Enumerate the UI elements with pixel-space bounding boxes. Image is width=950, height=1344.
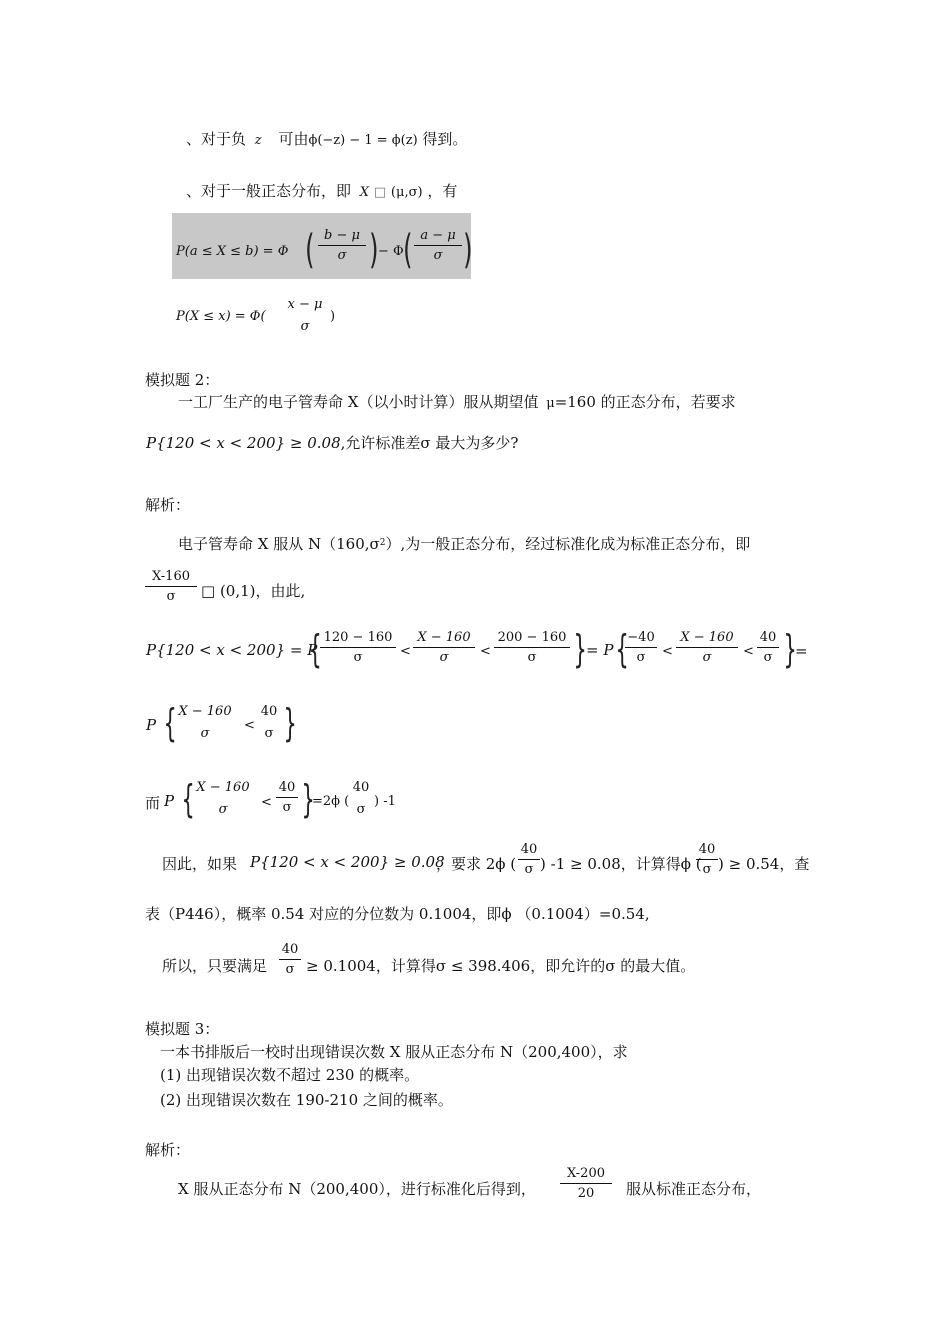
- solution2-line1b: ）,为一般正态分布，经过标准化成为标准正态分布，即: [385, 535, 751, 553]
- formula2-close: ): [330, 309, 336, 324]
- problem3-title: 模拟题 3：: [145, 1020, 220, 1038]
- solution3-frac-num: X-200: [567, 1166, 605, 1181]
- eq1-f4-num: −40: [627, 630, 655, 645]
- problem2-mu: μ: [546, 396, 555, 411]
- eq2-frac1: [174, 704, 236, 741]
- so-frac-num: 40: [281, 942, 299, 957]
- eq3-frac2: [276, 780, 298, 815]
- table-line: 表（P446），概率 0.54 对应的分位数为 0.1004，即ϕ （0.1004）=0.54,: [145, 905, 650, 923]
- problem2-cond-line: [146, 432, 518, 453]
- so-b: ≥ 0.1004，计算得σ ≤ 398.406，即允许的σ 的最大值。: [306, 957, 696, 975]
- thus-c: ) -1 ≥ 0.08，计算得ϕ (: [540, 855, 702, 873]
- eq1-end: =: [795, 642, 808, 660]
- so-a: 所以，只要满足: [162, 957, 268, 975]
- rule1-mid: 可由: [278, 130, 309, 148]
- eq1-f5-num: X − 160: [680, 630, 734, 645]
- eq1-lt2: <: [480, 644, 491, 659]
- eq1-frac4: [625, 630, 657, 665]
- eq1-f1-num: 120 − 160: [323, 630, 393, 645]
- thus-f2-den: σ: [702, 862, 712, 877]
- eq2-brace-close: }: [283, 701, 297, 745]
- eq3-er: 而: [145, 794, 161, 812]
- formula-box-frac1: [318, 228, 366, 263]
- thus-cond: P{120 < x < 200} ≥ 0.08: [250, 853, 445, 871]
- solution2-line2: □ (0,1)，由此,: [201, 582, 306, 600]
- eq2-f2-num: 40: [260, 704, 278, 719]
- solution2-std-frac: [145, 569, 197, 604]
- frac1-num: b − μ: [324, 228, 360, 243]
- eq1-f2-den: σ: [439, 650, 449, 665]
- eq2-f1-den: σ: [200, 726, 210, 741]
- so-frac: [279, 942, 301, 977]
- eq1-mid: = P: [586, 641, 614, 659]
- rule1-suffix: 得到。: [422, 130, 468, 148]
- eq3-p: P: [164, 792, 175, 810]
- paren-left-2: (: [403, 227, 413, 273]
- eq1-f2-num: X − 160: [417, 630, 471, 645]
- eq1-frac5: [676, 630, 738, 665]
- solution2-title: 解析：: [145, 496, 191, 514]
- eq3-f3-num: 40: [352, 780, 370, 795]
- eq2-lt: <: [244, 718, 255, 733]
- eq3-f3-den: σ: [356, 802, 366, 817]
- thus-f1-num: 40: [520, 842, 538, 857]
- frac2-den: σ: [433, 248, 443, 263]
- eq3-f1-den: σ: [218, 802, 228, 817]
- rule1-line: [186, 128, 467, 149]
- problem2-text3: ,允许标准差σ 最大为多少?: [340, 434, 519, 452]
- thus-frac1: [518, 842, 540, 877]
- problem2-cond: P{120 < x < 200} ≥ 0.08: [146, 434, 341, 452]
- eq1-lt4: <: [743, 644, 754, 659]
- thus-frac2: [696, 842, 718, 877]
- eq1-brace-close-2: }: [783, 627, 797, 671]
- thus-d: ) ≥ 0.54，查: [718, 855, 810, 873]
- std-frac-den: σ: [166, 589, 176, 604]
- rule1-z: z: [254, 133, 262, 148]
- solution2-line1a: 电子管寿命 X 服从 N（160,σ: [178, 535, 380, 553]
- formula2-lhs: P(X ≤ x) = Φ(: [176, 309, 266, 324]
- paren-left-1: (: [305, 227, 315, 273]
- rule1-prefix: 、对于负: [186, 130, 247, 148]
- rule2-X: X: [359, 185, 370, 200]
- eq1-brace-close-1: }: [573, 627, 587, 671]
- eq1-frac2: [413, 630, 475, 665]
- eq1-f6-den: σ: [763, 650, 773, 665]
- eq1-f5-den: σ: [702, 650, 712, 665]
- rule2-suffix: ，有: [427, 182, 458, 200]
- rule2-line: [186, 180, 457, 201]
- eq3-f2-den: σ: [282, 800, 292, 815]
- thus-a: 因此，如果: [162, 855, 238, 873]
- eq3-frac3: [350, 780, 372, 817]
- solution3-title: 解析：: [145, 1141, 191, 1159]
- problem2-text: [178, 391, 736, 412]
- eq1-f4-den: σ: [636, 650, 646, 665]
- eq2-frac2: [258, 704, 280, 741]
- eq3-frac1: [192, 780, 254, 817]
- eq3-f1-num: X − 160: [196, 780, 250, 795]
- thus-f2-num: 40: [698, 842, 716, 857]
- problem3-text: 一本书排版后一校时出现错误次数 X 服从正态分布 N（200,400），求: [160, 1043, 628, 1061]
- rule2-params: (μ,σ): [390, 185, 423, 200]
- solution2-line1: [178, 533, 750, 554]
- eq1-brace-open-1: {: [308, 627, 322, 671]
- eq3-end: ) -1: [374, 794, 396, 809]
- eq1-f3-num: 200 − 160: [497, 630, 567, 645]
- eq3-brace-close: }: [301, 777, 315, 821]
- eq2-brace-open: {: [163, 701, 177, 745]
- eq1-frac6: [757, 630, 779, 665]
- eq2-f1-num: X − 160: [178, 704, 232, 719]
- rule1-formula: ϕ(−z) − 1 = ϕ(z): [308, 133, 418, 148]
- rule2-box: □: [373, 185, 387, 200]
- eq1-lhs: P{120 < x < 200} = P: [146, 641, 318, 659]
- eq1-lt1: <: [400, 644, 411, 659]
- eq1-brace-open-2: {: [615, 627, 629, 671]
- solution3-frac-den: 20: [577, 1186, 595, 1201]
- problem2-text2: =160 的正态分布，若要求: [554, 393, 736, 411]
- thus-b: ，要求 2ϕ (: [436, 855, 517, 873]
- frac2-num: a − μ: [420, 228, 456, 243]
- formula-box-lhs: P(a ≤ X ≤ b) = Φ: [176, 244, 289, 259]
- eq3-f2-num: 40: [278, 780, 296, 795]
- problem3-q1: (1) 出现错误次数不超过 230 的概率。: [160, 1066, 420, 1084]
- paren-right-1: ): [369, 227, 379, 273]
- eq3-eq: =2ϕ (: [312, 794, 350, 809]
- problem2-title: 模拟题 2：: [145, 371, 220, 389]
- eq1-f1-den: σ: [353, 650, 363, 665]
- formula-box-minus: − Φ: [378, 244, 404, 259]
- std-frac-num: X-160: [152, 569, 190, 584]
- solution3-line-b: 服从标准正态分布，: [626, 1180, 762, 1198]
- problem2-text1: 一工厂生产的电子管寿命 X（以小时计算）服从期望值: [178, 393, 539, 411]
- solution3-line-a: X 服从正态分布 N（200,400），进行标准化后得到，: [178, 1180, 536, 1198]
- eq1-f6-num: 40: [759, 630, 777, 645]
- solution2-line1sup: 2: [379, 538, 386, 548]
- formula-box-frac2: [414, 228, 462, 263]
- formula2-frac: [283, 297, 327, 334]
- eq1-lt3: <: [662, 644, 673, 659]
- paren-right-2: ): [463, 227, 473, 273]
- eq1-frac3: [494, 630, 570, 665]
- formula2-num: x − μ: [287, 297, 323, 312]
- frac1-den: σ: [337, 248, 347, 263]
- eq1-frac1: [320, 630, 396, 665]
- formula2-den: σ: [300, 319, 310, 334]
- eq1-f3-den: σ: [527, 650, 537, 665]
- so-frac-den: σ: [285, 962, 295, 977]
- eq3-brace-open: {: [181, 777, 195, 821]
- eq2-f2-den: σ: [264, 726, 274, 741]
- eq3-lt: <: [261, 795, 272, 810]
- problem3-q2: (2) 出现错误次数在 190-210 之间的概率。: [160, 1091, 453, 1109]
- solution3-frac: [560, 1166, 612, 1201]
- eq2-p: P: [146, 716, 157, 734]
- thus-f1-den: σ: [524, 862, 534, 877]
- rule2-prefix: 、对于一般正态分布，即: [186, 182, 352, 200]
